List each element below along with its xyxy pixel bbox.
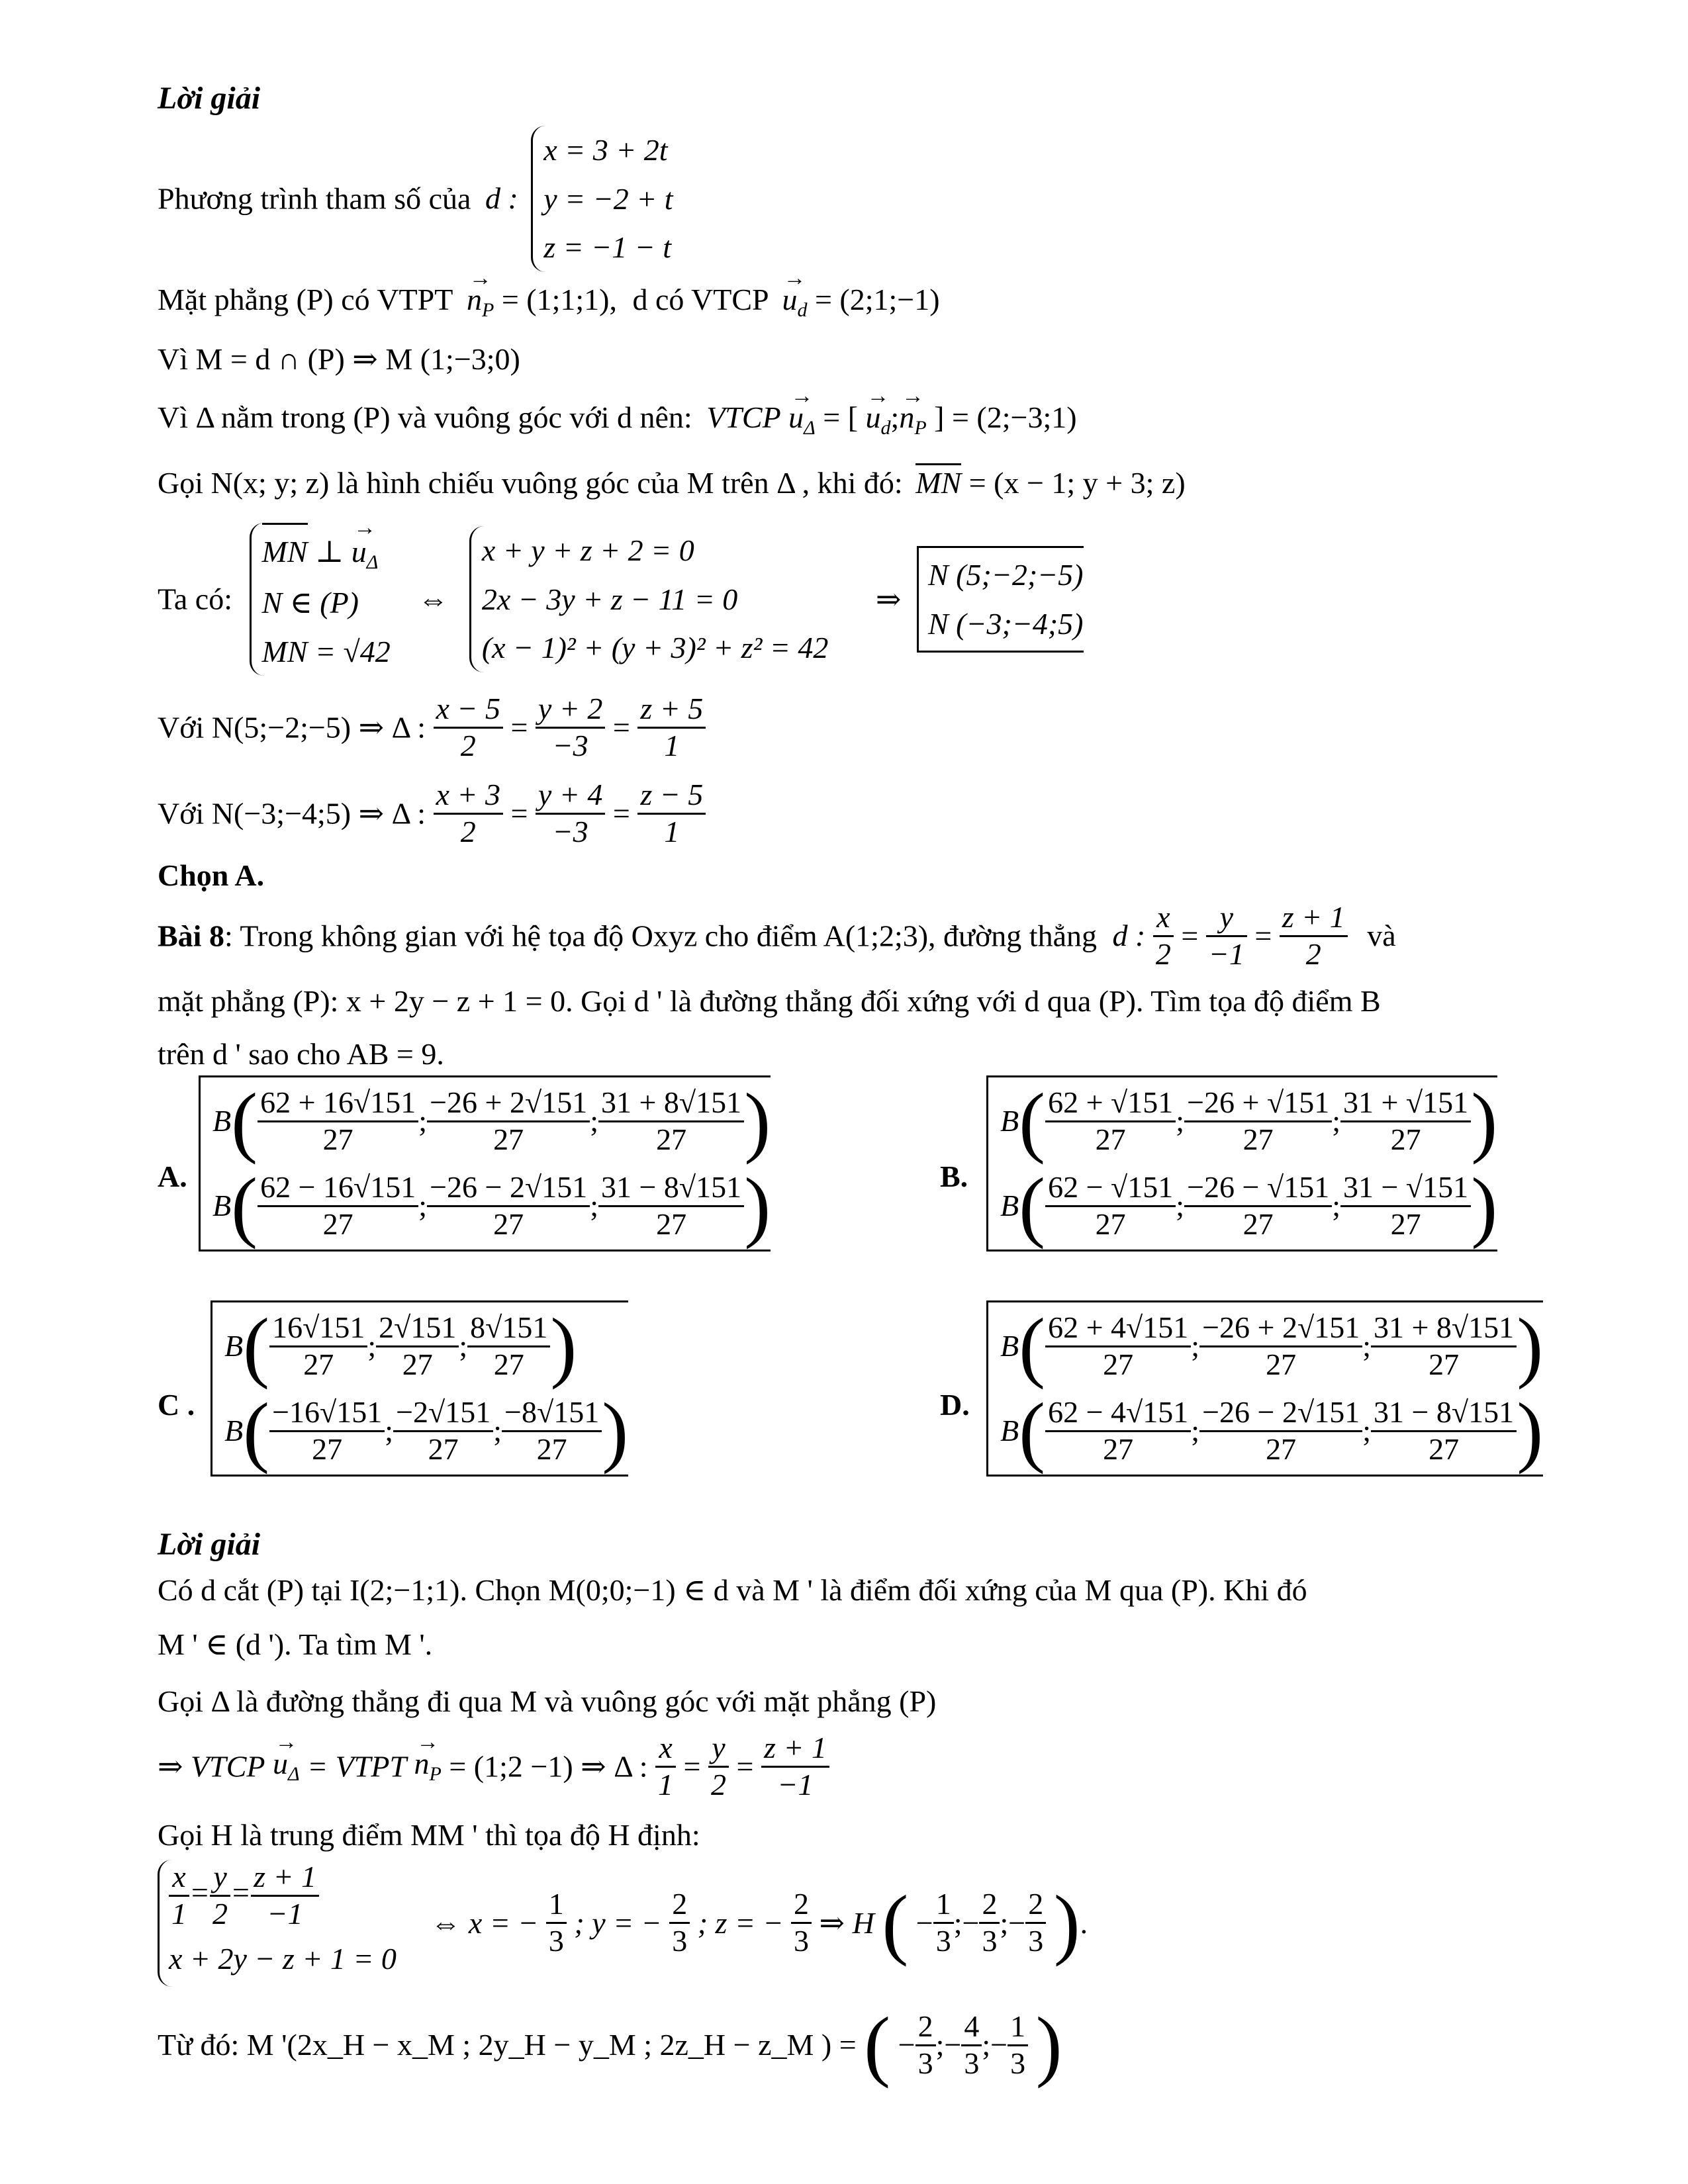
case-1: Với N(5;−2;−5) ⇒ Δ : $\frac{x - 5}{2}$ = $\frac{y + 2}{-3}$ = $\frac{z + 5}{1}$ [158, 692, 706, 764]
sol2-line-3: Gọi Δ là đường thẳng đi qua M và vuông góc với mặt phẳng (P) [158, 1684, 937, 1718]
problem-8-line-1: Bài 8: Trong không gian với hệ tọa độ Oxyz cho điểm A(1;2;3), đường thẳng d : $\frac{x}{2}$ = $\frac{y}{-1}$ = $\frac{z + 1}{2}$ và [158, 900, 1396, 971]
system-2: x + y + z + 2 = 0 2x − 3y + z − 11 = 0 (x − 1)² + (y + 3)² + z² = 42 [469, 526, 829, 672]
option-b[interactable] [986, 1075, 1497, 1251]
np-value: = (1;1;1), [501, 283, 617, 316]
implies-sign: ⇒ [875, 582, 902, 616]
problem-8-line-3: trên d ' sao cho AB = 9. [158, 1037, 444, 1071]
param-intro: Phương trình tham số của [158, 181, 471, 216]
np-vector-2: → $n_P$ [899, 402, 926, 438]
solution-heading-2: Lời giải [158, 1527, 261, 1562]
problem-8-line-2: mặt phẳng (P): x + 2y − z + 1 = 0. Gọi d ' là đường thẳng đối xứng với d qua (P). Tìm tọa độ điểm B [158, 984, 1381, 1018]
param-line: z = −1 − t [543, 230, 672, 265]
ud-value: = (2;1;−1) [814, 283, 940, 316]
ud-vector: → $u_d$ [782, 285, 807, 320]
system-block [158, 523, 1084, 676]
sol2-line-7: Từ đó: M '(2x_H − x_M ; 2y_H − y_M ; 2z_H − z_M ) = ( − $\frac{2}{3}$ ;− $\frac{4}{3}$ ;− $\frac{1}{3}$ ) [158, 2001, 1062, 2089]
option-d[interactable] [986, 1300, 1543, 1477]
option-a-row: B ( $\frac{62 - 16√151}{27}$ ; $\frac{-26 - 2√151}{27}$ ; $\frac{31 - 8√151}{27}$ ) [212, 1161, 771, 1250]
option-d-row: B ( $\frac{62 - 4√151}{27}$ ; $\frac{-26 - 2√151}{27}$ ; $\frac{31 - 8√151}{27}$ ) [1000, 1387, 1544, 1475]
sol2-line-2: M ' ∈ (d '). Ta tìm M '. [158, 1627, 433, 1661]
ta-co: Ta có: [158, 582, 233, 616]
system-3: $\frac{x}{1}$ = $\frac{y}{2}$ = $\frac{z + 1}{-1}$ x + 2y − z + 1 = 0 [158, 1860, 397, 1987]
delta-direction-line: Vì Δ nằm trong (P) và vuông góc với d nên: VTCP → $u_\Delta$ = [ → $u_d;\to n_P$ ] = (2;−3;1) [158, 402, 1077, 438]
np-vector-3: → $n_P$ [414, 1749, 442, 1784]
np-vector: → $n_P$ [467, 285, 494, 320]
param-system [531, 126, 673, 272]
option-b-row: B ( $\frac{62 - √151}{27}$ ; $\frac{-26 - √151}{27}$ ; $\frac{31 - √151}{27}$ ) [1000, 1161, 1498, 1250]
equiv-sign: ⇔ [418, 582, 449, 616]
option-d-label[interactable]: D. [940, 1388, 970, 1422]
vtpt-text: Mặt phẳng (P) có VTPT [158, 283, 453, 316]
param-line: x = 3 + 2t [543, 133, 668, 167]
option-a[interactable] [199, 1075, 771, 1251]
option-b-row: B ( $\frac{62 + √151}{27}$ ; $\frac{-26 + √151}{27}$ ; $\frac{31 + √151}{27}$ ) [1000, 1077, 1498, 1165]
parametric-equation [158, 126, 673, 272]
case-2: Với N(−3;−4;5) ⇒ Δ : $\frac{x + 3}{2}$ = $\frac{y + 4}{-3}$ = $\frac{z - 5}{1}$ [158, 778, 706, 850]
midpoint-system: $\frac{x}{1}$ = $\frac{y}{2}$ = $\frac{z + 1}{-1}$ x + 2y − z + 1 = 0 ⇔ x = − $\frac{1}{3}$ ; y = − $\frac{2}{3}$ ; z = − $\frac{2}{3}$ ⇒ H ( − $\frac{1}{3}$ ;− $\frac{2}{3}$ ;− $\frac{2}{3}$ ). [158, 1860, 1088, 1987]
option-c-row: B ( $\frac{16√151}{27}$ ; $\frac{2√151}{27}$ ; $\frac{8√151}{27}$ ) [224, 1302, 577, 1390]
param-line: y = −2 + t [543, 181, 673, 216]
vtcp-text: d có VTCP [632, 283, 768, 316]
u-delta-vector-2: → $u_\Delta$ [273, 1749, 300, 1784]
sol2-line-1: Có d cắt (P) tại I(2;−1;1). Chọn M(0;0;−1) ∈ d và M ' là điểm đối xứng của M qua (P). Khi đó [158, 1573, 1307, 1607]
ud-vector-2: → $u_d$ [866, 402, 891, 438]
u-delta-vector: → $u_\Delta$ [788, 402, 816, 438]
mn-vector: MN [915, 463, 961, 498]
system-1: MN ⊥ → $u_\Delta$ N ∈ (P) MN = √42 [250, 523, 391, 676]
sol2-line-4: ⇒ VTCP → $u_\Delta$ = VTPT → $n_P$ = (1;2 −1) ⇒ Δ : $\frac{x}{1}$ = $\frac{y}{2}$ = $\frac{z + 1}{-1}$ [158, 1731, 829, 1803]
option-c-row: B ( $\frac{-16√151}{27}$ ; $\frac{-2√151}{27}$ ; $\frac{-8√151}{27}$ ) [224, 1387, 629, 1475]
intersection-line: Vì M = d ∩ (P) ⇒ M (1;−3;0) [158, 342, 520, 376]
option-d-row: B ( $\frac{62 + 4√151}{27}$ ; $\frac{-26 + 2√151}{27}$ ; $\frac{31 + 8√151}{27}$ ) [1000, 1302, 1544, 1390]
sol2-line-5: Gọi H là trung điểm MM ' thì tọa độ H định: [158, 1818, 700, 1852]
option-c-label[interactable]: C . [158, 1388, 195, 1422]
d-label: d : [485, 181, 518, 216]
solution-heading-1: Lời giải [158, 81, 261, 116]
projection-line: Gọi N(x; y; z) là hình chiếu vuông góc của M trên Δ , khi đó: MN = (x − 1; y + 3; z) [158, 463, 1186, 498]
option-a-label[interactable]: A. [158, 1160, 187, 1193]
option-b-label[interactable]: B. [940, 1160, 968, 1193]
answer-choice: Chọn A. [158, 858, 265, 892]
solution-bracket: N (5;−2;−5) N (−3;−4;5) [917, 546, 1084, 653]
vtpt-line [158, 285, 940, 320]
option-c[interactable] [211, 1300, 628, 1477]
option-a-row: B ( $\frac{62 + 16√151}{27}$ ; $\frac{-26 + 2√151}{27}$ ; $\frac{31 + 8√151}{27}$ ) [212, 1077, 771, 1165]
